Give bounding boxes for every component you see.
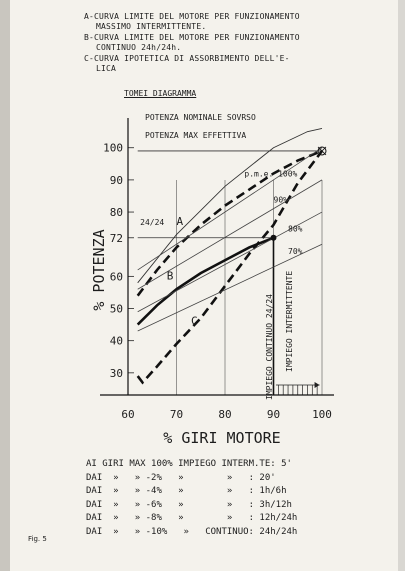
series-label: A	[176, 214, 184, 228]
series-label: 24/24	[140, 217, 165, 227]
notes-row-5-col2: » CONTINUO:	[172, 526, 254, 537]
notes-row-0-col1: AI GIRI MAX 100%	[86, 459, 173, 469]
notes-row-0	[86, 458, 297, 472]
y-tick-label: 50	[109, 302, 123, 316]
notes-row-3-col2: » »	[167, 499, 233, 510]
y-tick-label: 40	[109, 334, 123, 348]
series-line	[138, 151, 322, 383]
legend-b-line1: B-CURVA LIMITE DEL MOTORE PER FUNZIONAMENTO	[84, 33, 300, 42]
legend-c-line1: C-CURVA IPOTETICA DI ASSORBIMENTO DELL'E-	[84, 54, 290, 63]
notes-row-1	[86, 472, 297, 486]
notes-row-2-col3: : 1h/6h	[248, 486, 287, 496]
notes-row-3	[86, 499, 297, 513]
legend-c-line2: LICA	[96, 64, 117, 73]
notes-row-1-col1: DAI » » -2%	[86, 472, 162, 483]
y-tick-label: 90	[109, 173, 123, 187]
notes-row-0-col2: IMPIEGO INTERM.TE:	[178, 459, 276, 469]
notes-row-4	[86, 512, 297, 526]
legend-a-line2: MASSIMO INTERMITTENTE.	[96, 22, 207, 31]
legend-b-line2: CONTINUO 24h/24h.	[96, 43, 182, 52]
notes-row-5-col3: 24h/24h	[259, 526, 298, 537]
x-tick-label: 60	[121, 408, 135, 421]
notes-row-1-col2: » »	[167, 472, 233, 483]
notes-row-2	[86, 485, 297, 499]
notes-row-4-col2: » »	[167, 513, 233, 523]
tomei-diagram-label: TOMEI DIAGRAMMA	[124, 89, 197, 98]
notes-row-4-col1: DAI » » -8%	[86, 513, 162, 523]
legend-a-line1: A-CURVA LIMITE DEL MOTORE PER FUNZIONAMENTO	[84, 12, 300, 21]
x-tick-label: 90	[266, 408, 281, 421]
notes-row-4-col3: : 12h/24h	[248, 513, 298, 523]
intersection-marker	[271, 235, 277, 241]
series-label: C	[191, 314, 198, 328]
y-tick-label: 80	[109, 206, 123, 220]
y-tick-label: 100	[103, 141, 123, 155]
notes-row-3-col1: DAI » » -6%	[86, 499, 162, 510]
usage-notes	[86, 458, 297, 539]
series-label: 80%	[288, 224, 303, 234]
series-label: B	[166, 269, 174, 283]
notes-row-1-col3: : 20'	[248, 472, 276, 483]
notes-row-3-col3: : 3h/12h	[248, 499, 292, 510]
series-label: 70%	[288, 246, 303, 256]
series-label: 90%	[273, 195, 288, 205]
y-tick-label: 30	[109, 366, 123, 380]
x-tick-label: 70	[169, 408, 184, 421]
x-tick-label: 80	[218, 408, 232, 421]
series-label: p.m.e. 100%	[244, 169, 298, 179]
y-tick-label: 60	[109, 270, 123, 284]
y-tick-label: 72	[109, 231, 123, 245]
x-tick-label: 100	[312, 408, 332, 421]
notes-row-2-col1: DAI » » -4%	[86, 486, 162, 496]
figure-label: Fig. 5	[28, 535, 47, 543]
notes-row-0-col3: 5'	[281, 459, 292, 469]
y-axis-label: % POTENZA	[90, 229, 108, 311]
x-axis-label: % GIRI MOTORE	[163, 429, 281, 447]
series-line	[138, 180, 322, 289]
annotation-max-effettiva: POTENZA MAX EFFETTIVA	[145, 131, 247, 140]
annotation-continuo: IMPIEGO CONTINUO 24/24	[265, 294, 274, 400]
notes-row-2-col2: » »	[167, 486, 233, 496]
notes-row-5-col1: DAI » » -10%	[86, 526, 168, 537]
chart-labels	[140, 170, 303, 328]
notes-row-5	[86, 526, 297, 540]
annotation-intermittente: IMPIEGO INTERMITTENTE	[285, 270, 294, 372]
annotation-nominale: POTENZA NOMINALE SOVRSO	[145, 113, 256, 122]
